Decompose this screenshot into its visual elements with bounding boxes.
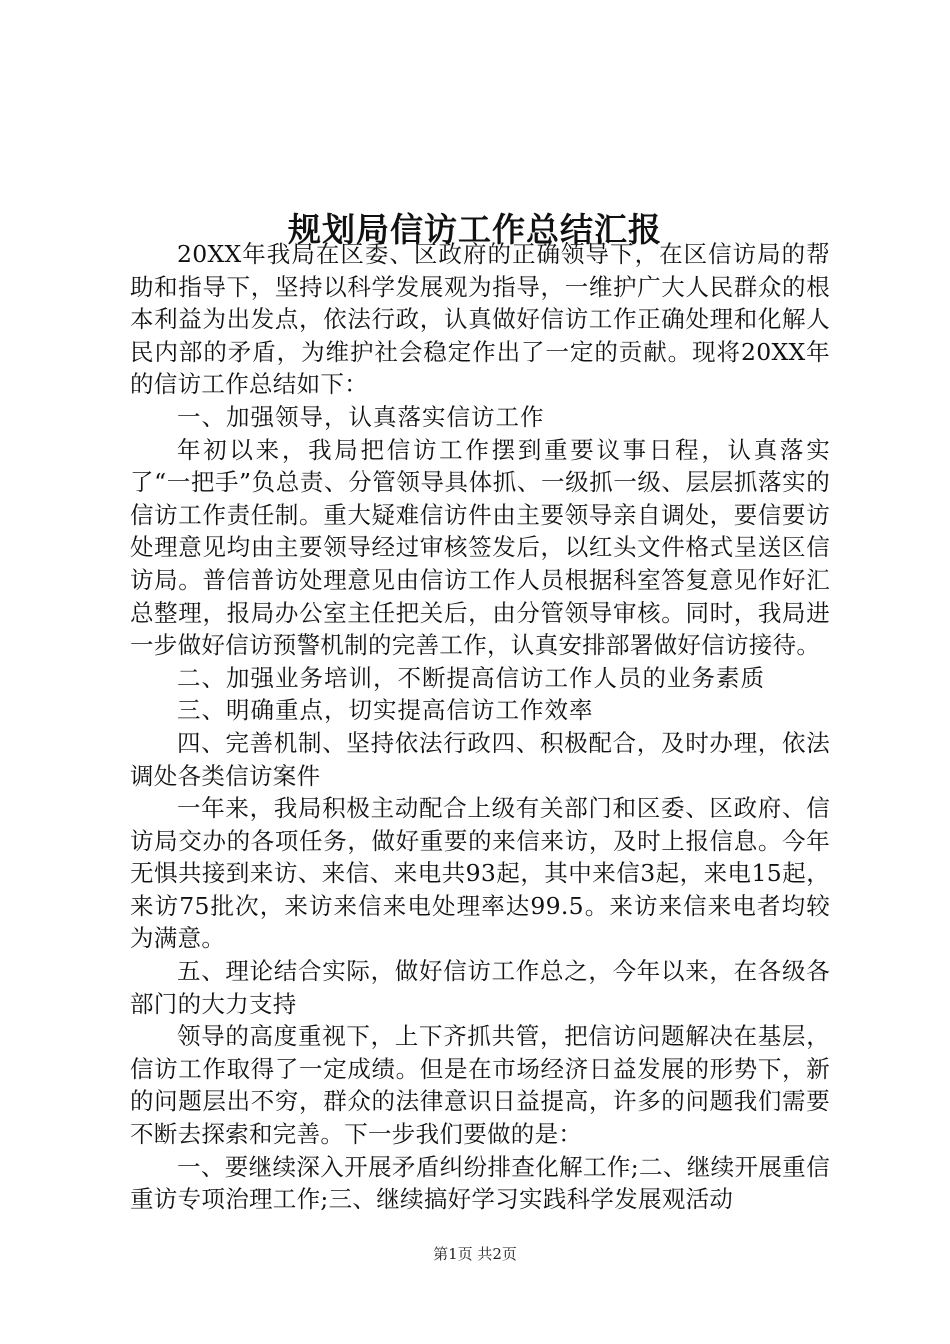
paragraph-summary: 领导的高度重视下，上下齐抓共管，把信访问题解决在基层，信访工作取得了一定成绩。但是在市场经济日益发展的形势下，新的问题层出不穷，群众的法律意识日益提高，许多的问题我们需要不断去探索和完善。下一步我们要做的是： bbox=[130, 1022, 830, 1149]
paragraph-next-steps: 一、要继续深入开展矛盾纠纷排查化解工作;二、继续开展重信重访专项治理工作;三、继续搞好学习实践科学发展观活动 bbox=[130, 1152, 830, 1214]
section-heading-5: 五、理论结合实际，做好信访工作总之，今年以来，在各级各部门的大力支持 bbox=[130, 957, 830, 1018]
section-heading-2: 二、加强业务培训，不断提高信访工作人员的业务素质 bbox=[177, 663, 765, 692]
paragraph-section-1: 年初以来，我局把信访工作摆到重要议事日程，认真落实了“一把手”负总责、分管领导具体抓、一级抓一级、层层抓落实的信访工作责任制。重大疑难信访件由主要领导亲自调处，要信要访处理意见均由主要领导经过审核签发后，以红头文件格式呈送区信访局。普信普访处理意见由信访工作人员根据科室答复意见作好汇总整理，报局办公室主任把关后，由分管领导审核。同时，我局进一步做好信访预警机制的完善工作，认真安排部署做好信访接待。 bbox=[130, 435, 830, 660]
paragraph-section-4: 一年来，我局积极主动配合上级有关部门和区委、区政府、信访局交办的各项任务，做好重要的来信来访，及时上报信息。今年无惧共接到来访、来信、来电共93起，其中来信3起，来电15起，来访75批次，来访来信来电处理率达99.5。来访来信来电者均较为满意。 bbox=[130, 794, 830, 953]
paragraph-intro: 20XX年我局在区委、区政府的正确领导下，在区信访局的帮助和指导下，坚持以科学发展观为指导，一维护广大人民群众的根本利益为出发点，依法行政，认真做好信访工作正确处理和化解人民内部的矛盾，为维护社会稳定作出了一定的贡献。现将20XX年的信访工作总结如下： bbox=[130, 240, 830, 399]
document-title: 规划局信访工作总结汇报 bbox=[288, 210, 662, 250]
section-heading-1: 一、加强领导，认真落实信访工作 bbox=[177, 402, 545, 431]
document-body bbox=[130, 238, 830, 1216]
page-footer: 第1页 共2页 bbox=[433, 1245, 517, 1263]
section-heading-3: 三、明确重点，切实提高信访工作效率 bbox=[177, 696, 594, 725]
section-heading-4: 四、完善机制、坚持依法行政四、积极配合，及时办理，依法调处各类信访案件 bbox=[130, 728, 830, 790]
